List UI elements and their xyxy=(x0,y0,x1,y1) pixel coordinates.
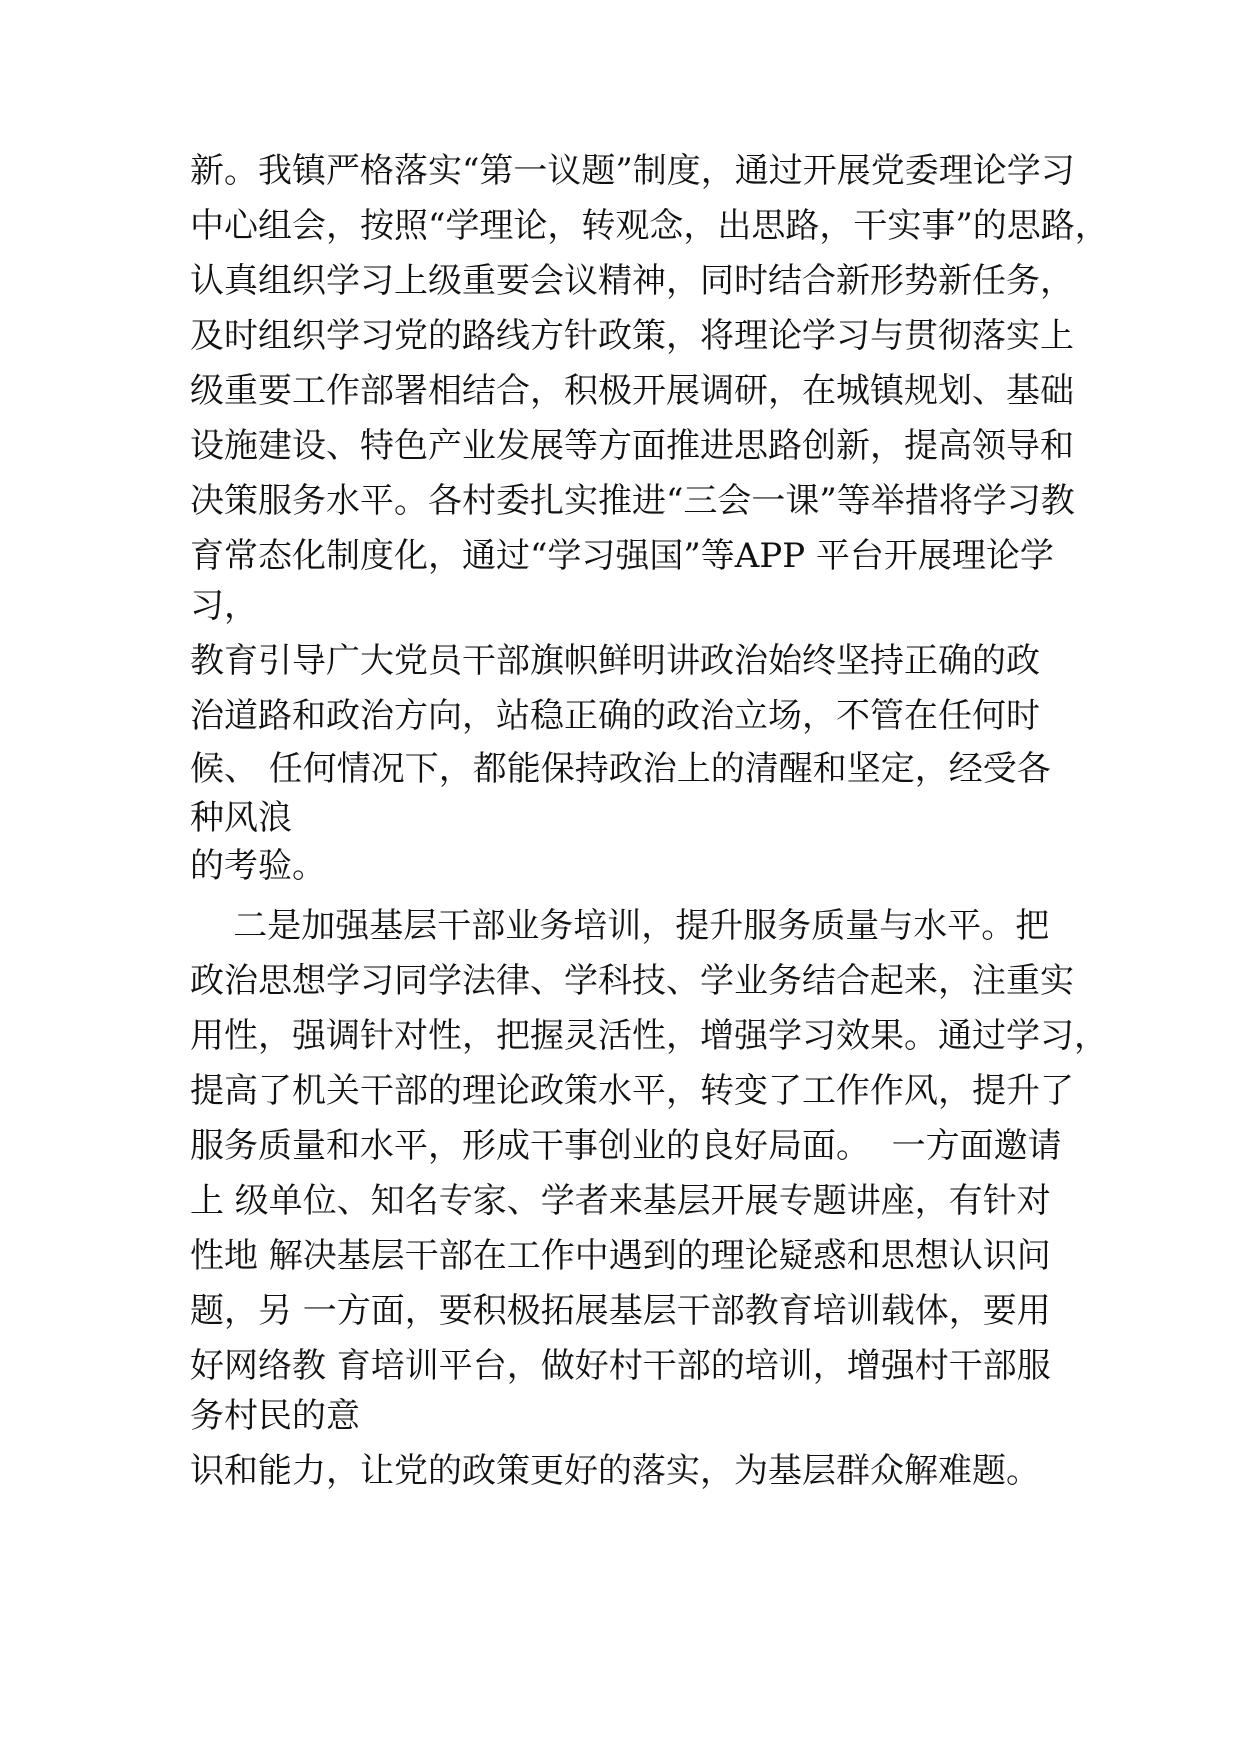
text-line: 题，另 一方面，要积极拓展基层干部教育培训载体，要用 xyxy=(190,1291,1051,1331)
text-line: 育常态化制度化，通过“学习强国”等APP 平台开展理论学 xyxy=(190,536,1054,576)
text-line: 教育引导广大党员干部旗帜鲜明讲政治始终坚持正确的政 xyxy=(190,641,1040,681)
text-line: 用性，强调针对性，把握灵活性，增强学习效果。通过学习， xyxy=(190,1016,1108,1056)
text-line: 设施建设、特色产业发展等方面推进思路创新，提高领导和 xyxy=(190,426,1074,466)
text-line: 级重要工作部署相结合，积极开展调研，在城镇规划、基础 xyxy=(190,371,1074,411)
text-line: 提高了机关干部的理论政策水平，转变了工作作风，提升了 xyxy=(190,1071,1074,1111)
text-line: 治道路和政治方向，站稳正确的政治立场，不管在任何时 xyxy=(190,696,1040,736)
text-line: 服务质量和水平，形成干事创业的良好局面。 一方面邀请 xyxy=(190,1126,1062,1166)
text-line: 识和能力，让党的政策更好的落实，为基层群众解难题。 xyxy=(190,1451,1040,1491)
text-line: 务村民的意 xyxy=(190,1396,360,1436)
text-line: 的考验。 xyxy=(190,846,326,886)
text-line: 种风浪 xyxy=(190,798,292,838)
text-line: 好网络教 育培训平台，做好村干部的培训，增强村干部服 xyxy=(190,1346,1051,1386)
text-line: 中心组会，按照“学理论，转观念，出思路，干实事”的思路， xyxy=(190,206,1109,246)
text-line: 决策服务水平。各村委扎实推进“三会一课”等举措将学习教 xyxy=(190,481,1075,521)
text-line: 新。我镇严格落实“第一议题”制度，通过开展党委理论学习 xyxy=(190,151,1075,191)
text-line: 二是加强基层干部业务培训，提升服务质量与水平。把 xyxy=(190,906,1050,946)
text-line: 政治思想学习同学法律、学科技、学业务结合起来，注重实 xyxy=(190,961,1074,1001)
text-line: 上 级单位、知名专家、学者来基层开展专题讲座，有针对 xyxy=(190,1181,1051,1221)
text-line: 习， xyxy=(190,586,258,626)
text-line: 性地 解决基层干部在工作中遇到的理论疑惑和思想认识问 xyxy=(190,1236,1051,1276)
text-line: 及时组织学习党的路线方针政策，将理论学习与贯彻落实上 xyxy=(190,316,1074,356)
text-line: 认真组织学习上级重要会议精神，同时结合新形势新任务， xyxy=(190,261,1074,301)
text-line: 候、 任何情况下，都能保持政治上的清醒和坚定，经受各 xyxy=(190,749,1051,789)
